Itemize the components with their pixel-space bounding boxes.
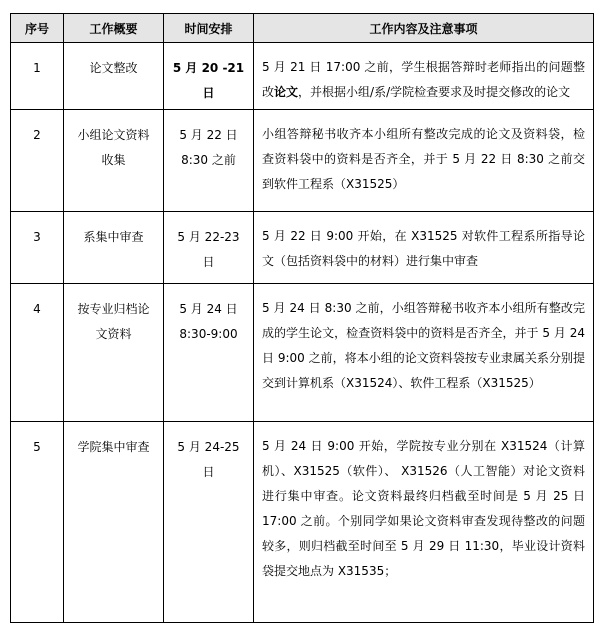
table-row (11, 422, 594, 623)
task-detail: 小组答辩秘书收齐本小组所有整改完成的论文及资料袋，检查资料袋中的资料是否齐全，并于 5 月 22 日 8:30 之前交到软件工程系（X31525） (262, 127, 585, 191)
task-summary (64, 284, 163, 347)
task-summary-line: 文资料 (95, 327, 132, 341)
time-line: 8:30 之前 (181, 153, 236, 167)
table-row (11, 43, 594, 110)
task-summary: 学院集中审查 (77, 440, 150, 454)
task-summary: 论文整改 (89, 61, 138, 75)
detail-bold-text: 论文 (274, 85, 299, 99)
schedule-table (10, 13, 594, 623)
time-line: 8:30-9:00 (179, 327, 238, 341)
time-schedule: 5 月 22-23 日 (177, 230, 240, 269)
task-detail: 5 月 24 日 9:00 开始，学院按专业分别在 X31524（计算机）、X31525（软件）、 X31526（人工智能）对论文资料进行集中审查。论文资料最终归档截至时间是 5 月 25 日 17:00 之前。个别同学如果论文资料审查发现待整改的问题较多，则归档截至时间至 5 月 29 日 11:30，毕业设计资料袋提交地点为 X31535； (262, 439, 585, 578)
row-number: 4 (33, 302, 41, 316)
row-number: 2 (33, 128, 41, 142)
table-row (11, 212, 594, 284)
task-summary (64, 110, 163, 173)
time-schedule (164, 284, 253, 347)
task-summary-line: 收集 (101, 153, 126, 167)
task-detail: 5 月 22 日 9:00 开始，在 X31525 对软件工程系所指导论文（包括资料袋中的材料）进行集中审查 (262, 229, 585, 268)
header-no: 序号 (11, 14, 64, 43)
task-detail: 5 月 24 日 8:30 之前，小组答辩秘书收齐本小组所有整改完成的学生论文，检查资料袋中的资料是否齐全，并于 5 月 24 日 9:00 之前，将本小组的论文资料袋按专业隶属关系分别提交到计算机系（X31524）、软件工程系（X31525） (262, 301, 585, 390)
time-line: 5 月 22 日 (179, 128, 238, 142)
task-summary-line: 小组论文资料 (77, 128, 150, 142)
task-summary: 系集中审查 (83, 230, 144, 244)
table-row (11, 110, 594, 212)
time-line: 5 月 24 日 (179, 302, 238, 316)
task-summary-line: 按专业归档论 (77, 302, 150, 316)
row-number: 1 (33, 61, 41, 75)
detail-text: ，并根据小组/系/学院检查要求及时提交修改的论文 (298, 85, 571, 99)
header-row (11, 14, 594, 43)
time-schedule (164, 110, 253, 173)
header-detail: 工作内容及注意事项 (254, 14, 594, 43)
header-time: 时间安排 (164, 14, 254, 43)
task-detail (254, 43, 593, 105)
header-task: 工作概要 (64, 14, 164, 43)
row-number: 3 (33, 230, 41, 244)
row-number: 5 (33, 440, 41, 454)
detail-text: 5 月 21 日 17:00 之前，学生根据答辩时老师指出的问题整改 (262, 60, 585, 99)
table-row (11, 284, 594, 422)
time-schedule: 5 月 20 -21 日 (172, 61, 245, 100)
time-schedule: 5 月 24-25 日 (177, 440, 240, 479)
